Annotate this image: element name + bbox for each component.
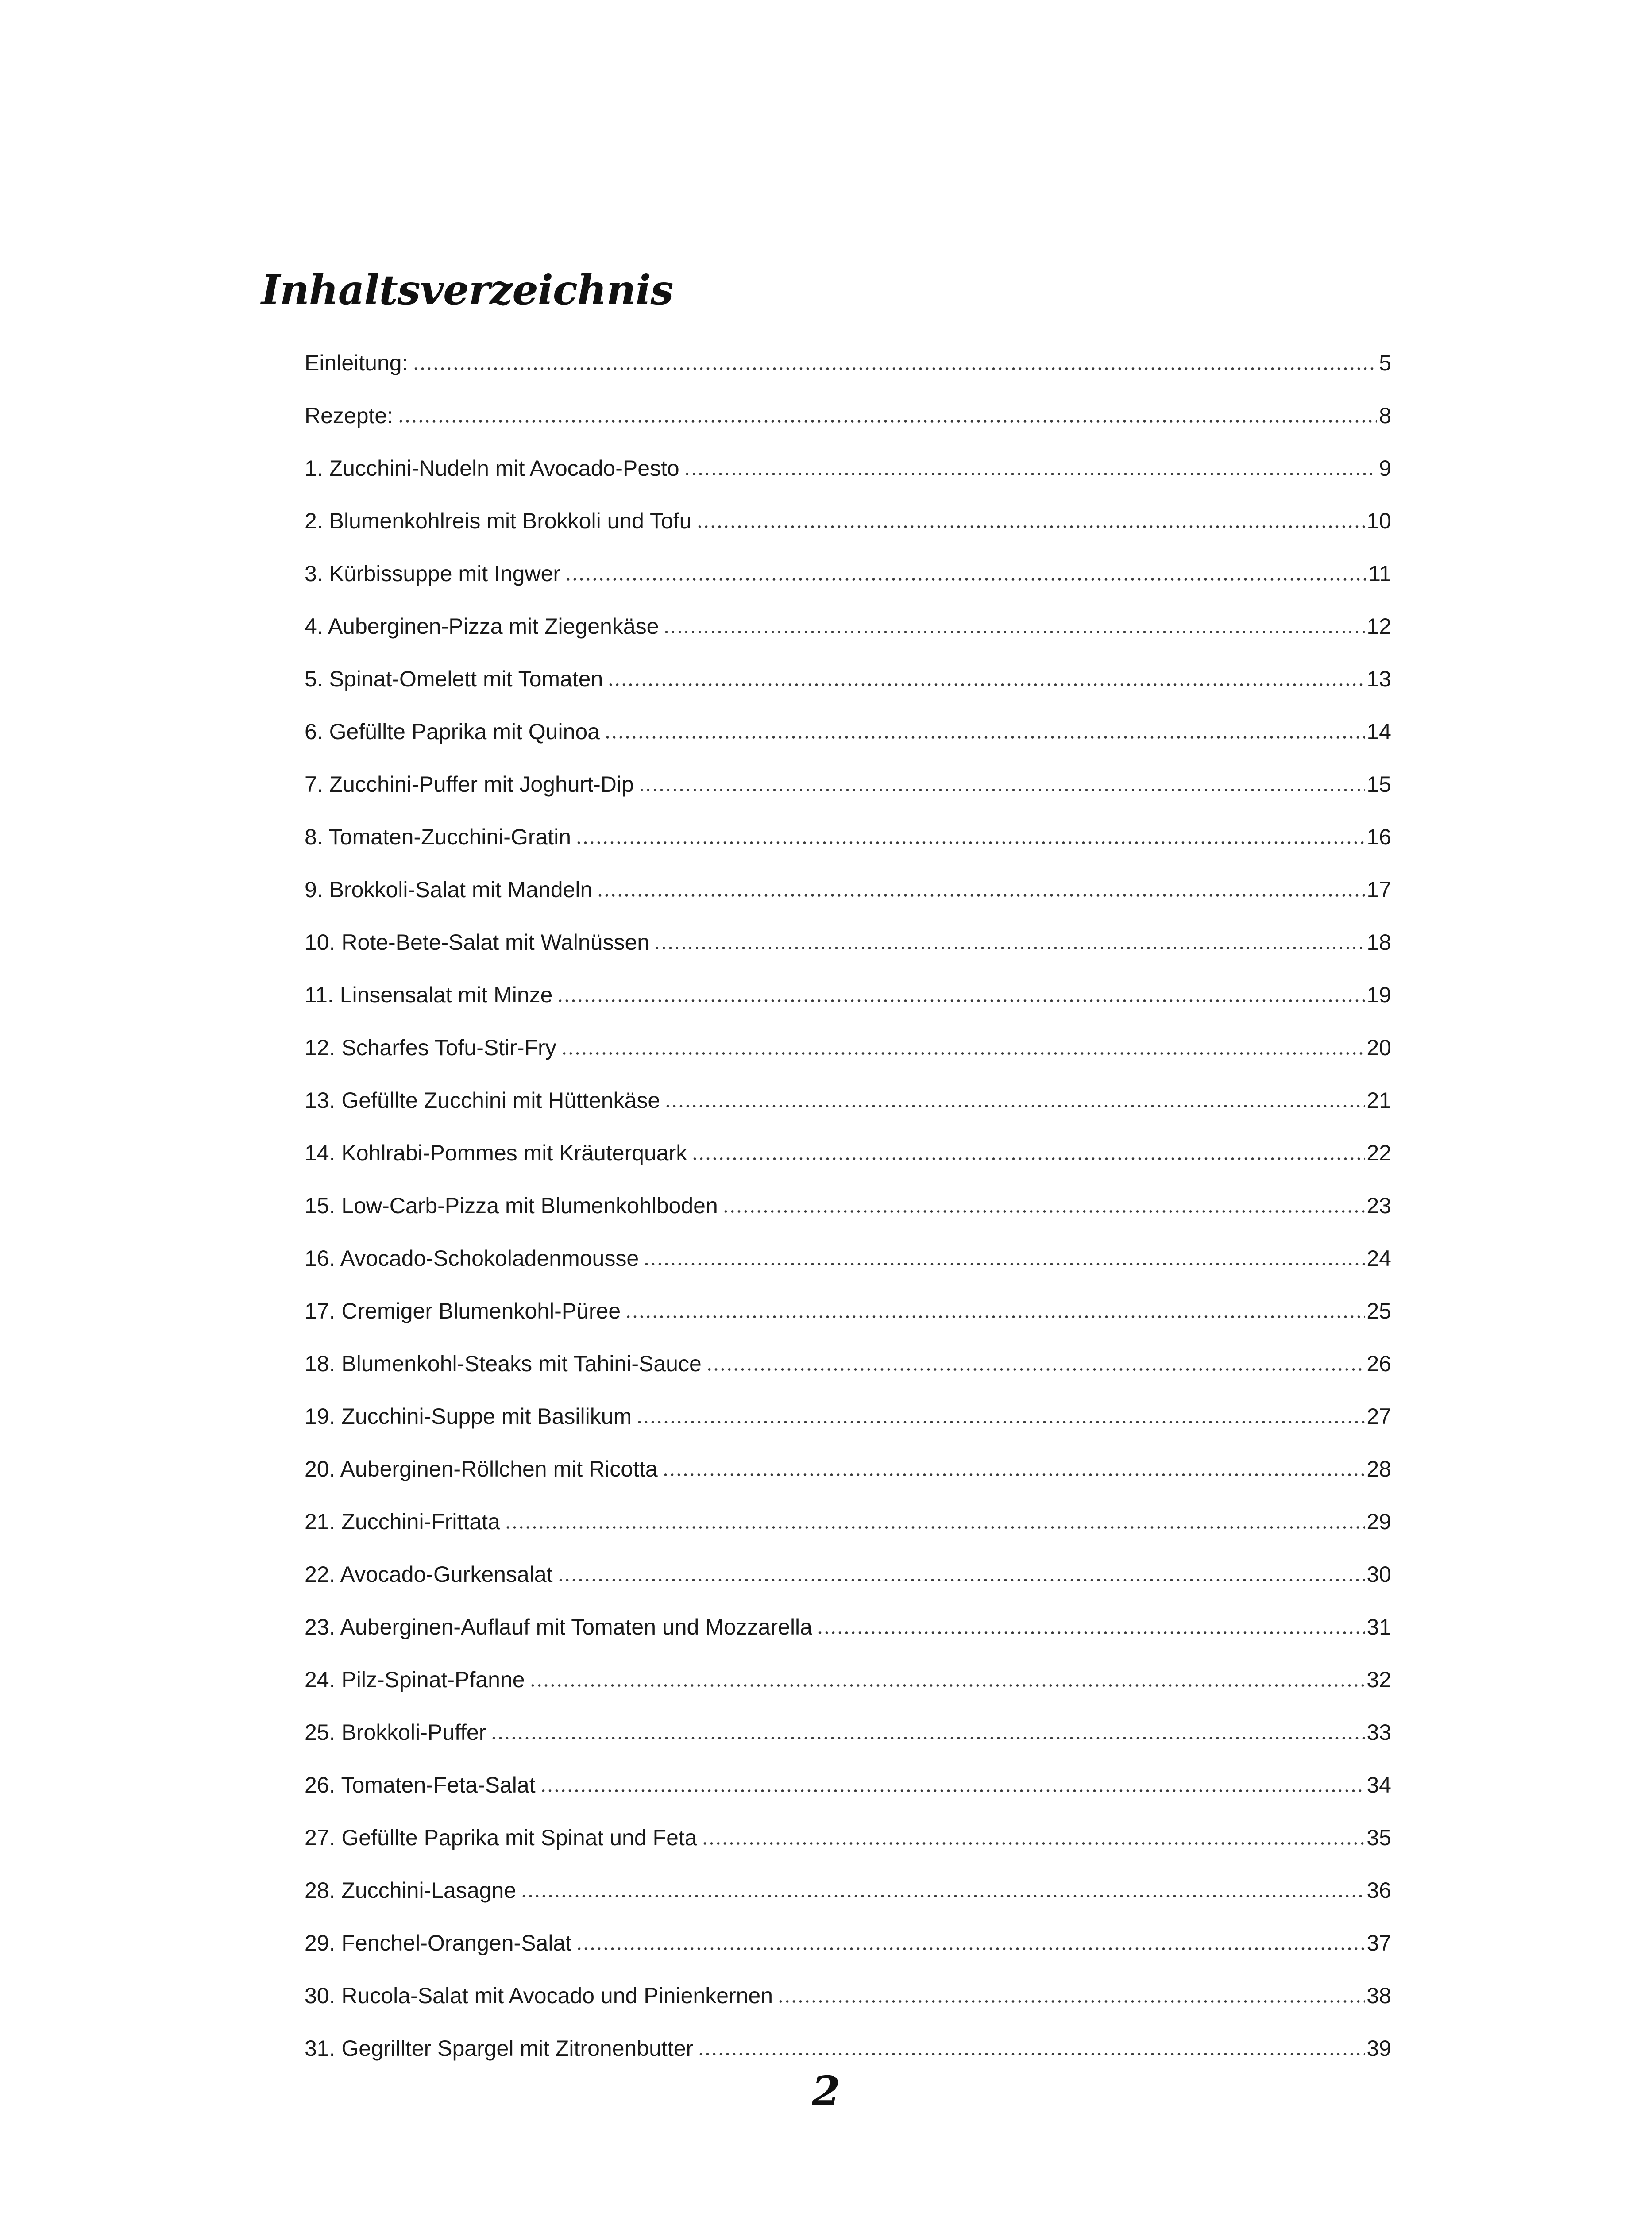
- toc-entry-label: 24. Pilz-Spinat-Pfanne: [305, 1667, 525, 1692]
- toc-entry-label: Rezepte:: [305, 403, 394, 428]
- toc-dot-leader: [557, 1579, 1365, 1581]
- toc-entry-page: 29: [1366, 1509, 1391, 1534]
- toc-entry-label: 5. Spinat-Omelett mit Tomaten: [305, 666, 603, 691]
- toc-entry[interactable]: [305, 1495, 1391, 1548]
- toc-entry-label: 12. Scharfes Tofu-Stir-Fry: [305, 1035, 556, 1060]
- toc-dot-leader: [561, 1052, 1365, 1055]
- toc-dot-leader: [638, 789, 1365, 791]
- toc-dot-leader: [540, 1789, 1365, 1792]
- toc-entry-page: 24: [1366, 1245, 1391, 1271]
- toc-entry-label: 17. Cremiger Blumenkohl-Püree: [305, 1298, 621, 1323]
- toc-entry-page: 26: [1366, 1351, 1391, 1376]
- toc-dot-leader: [604, 736, 1365, 739]
- toc-entry-page: 21: [1366, 1087, 1391, 1113]
- toc-entry-page: 13: [1366, 666, 1391, 691]
- toc-dot-leader: [575, 841, 1365, 844]
- toc-dot-leader: [565, 578, 1366, 581]
- toc-entry-page: 19: [1366, 982, 1391, 1007]
- toc-entry[interactable]: [305, 705, 1391, 758]
- toc-entry[interactable]: [305, 1126, 1391, 1179]
- page-number: 2: [811, 2067, 840, 2115]
- toc-dot-leader: [664, 1105, 1365, 1107]
- toc-entry-label: 10. Rote-Bete-Salat mit Walnüssen: [305, 929, 650, 955]
- toc-entry[interactable]: [305, 810, 1391, 863]
- toc-entry-label: 1. Zucchini-Nudeln mit Avocado-Pesto: [305, 455, 679, 481]
- toc-dot-leader: [490, 1737, 1365, 1739]
- toc-entry-page: 5: [1379, 350, 1391, 375]
- toc-entry[interactable]: [305, 1179, 1391, 1232]
- toc-entry-page: 14: [1366, 719, 1391, 744]
- toc-entry-page: 17: [1366, 877, 1391, 902]
- toc-dot-leader: [505, 1526, 1365, 1529]
- toc-entry-label: 14. Kohlrabi-Pommes mit Kräuterquark: [305, 1140, 687, 1165]
- toc-entry-label: 3. Kürbissuppe mit Ingwer: [305, 561, 561, 586]
- toc-entry-page: 36: [1366, 1878, 1391, 1903]
- toc-dot-leader: [663, 631, 1365, 633]
- toc-entry-label: 27. Gefüllte Paprika mit Spinat und Feta: [305, 1825, 697, 1850]
- toc-entry-label: 2. Blumenkohlreis mit Brokkoli und Tofu: [305, 508, 692, 533]
- toc-entry[interactable]: [305, 1653, 1391, 1706]
- toc-entry-page: 32: [1366, 1667, 1391, 1692]
- toc-entry[interactable]: [305, 389, 1391, 442]
- toc-entry[interactable]: [305, 1758, 1391, 1811]
- toc-entry-label: 28. Zucchini-Lasagne: [305, 1878, 517, 1903]
- toc-entry[interactable]: [305, 600, 1391, 652]
- toc-entry-label: Einleitung:: [305, 350, 408, 375]
- toc-entry[interactable]: [305, 1074, 1391, 1126]
- toc-dot-leader: [654, 947, 1365, 949]
- toc-dot-leader: [684, 473, 1377, 475]
- toc-entry[interactable]: [305, 758, 1391, 810]
- toc-entry[interactable]: [305, 1548, 1391, 1600]
- toc-title: Inhaltsverzeichnis: [261, 266, 673, 314]
- toc-dot-leader: [691, 1157, 1365, 1160]
- toc-entry-page: 39: [1366, 2036, 1391, 2061]
- toc-entry[interactable]: [305, 652, 1391, 705]
- toc-dot-leader: [521, 1895, 1365, 1897]
- toc-entry-label: 7. Zucchini-Puffer mit Joghurt-Dip: [305, 771, 634, 797]
- toc-entry-label: 18. Blumenkohl-Steaks mit Tahini-Sauce: [305, 1351, 702, 1376]
- toc-entry-page: 37: [1366, 1930, 1391, 1955]
- toc-entry[interactable]: [305, 863, 1391, 916]
- toc-entry-label: 29. Fenchel-Orangen-Salat: [305, 1930, 572, 1955]
- toc-entry-page: 23: [1366, 1193, 1391, 1218]
- toc-entry[interactable]: [305, 1337, 1391, 1390]
- toc-entry[interactable]: [305, 1811, 1391, 1864]
- toc-entry-page: 20: [1366, 1035, 1391, 1060]
- toc-entry-label: 30. Rucola-Salat mit Avocado und Pinienkernen: [305, 1983, 773, 2008]
- toc-dot-leader: [698, 2053, 1365, 2055]
- toc-entry-label: 8. Tomaten-Zucchini-Gratin: [305, 824, 571, 849]
- toc-entry-page: 16: [1366, 824, 1391, 849]
- toc-entry[interactable]: [305, 494, 1391, 547]
- toc-dot-leader: [557, 999, 1365, 1002]
- toc-entry[interactable]: [305, 1706, 1391, 1758]
- toc-entry-page: 18: [1366, 929, 1391, 955]
- toc-entry[interactable]: [305, 1969, 1391, 2022]
- toc-dot-leader: [398, 420, 1377, 423]
- toc-entry-page: 38: [1366, 1983, 1391, 2008]
- toc-dot-leader: [576, 1947, 1365, 1950]
- toc-dot-leader: [817, 1631, 1365, 1634]
- toc-dot-leader: [722, 1210, 1365, 1213]
- toc-entry-page: 12: [1366, 613, 1391, 639]
- toc-entry[interactable]: [305, 1232, 1391, 1284]
- toc-entry[interactable]: [305, 547, 1391, 600]
- toc-entry-label: 16. Avocado-Schokoladenmousse: [305, 1245, 639, 1271]
- toc-dot-leader: [636, 1421, 1365, 1423]
- toc-entry[interactable]: [305, 1864, 1391, 1916]
- toc-dot-leader: [777, 2000, 1365, 2003]
- toc-entry-page: 15: [1366, 771, 1391, 797]
- toc-dot-leader: [413, 367, 1378, 370]
- toc-entry-label: 25. Brokkoli-Puffer: [305, 1720, 486, 1745]
- toc-entry[interactable]: [305, 916, 1391, 968]
- toc-entry-page: 30: [1366, 1561, 1391, 1587]
- toc-entry[interactable]: [305, 1442, 1391, 1495]
- toc-list: [305, 336, 1391, 2074]
- toc-entry-page: 11: [1368, 561, 1391, 586]
- toc-entry-page: 35: [1366, 1825, 1391, 1850]
- toc-dot-leader: [662, 1473, 1365, 1476]
- toc-entry-page: 25: [1366, 1298, 1391, 1323]
- toc-dot-leader: [607, 683, 1365, 686]
- toc-entry[interactable]: [305, 336, 1391, 389]
- toc-entry-label: 9. Brokkoli-Salat mit Mandeln: [305, 877, 593, 902]
- toc-entry-label: 19. Zucchini-Suppe mit Basilikum: [305, 1403, 632, 1429]
- toc-entry-label: 21. Zucchini-Frittata: [305, 1509, 500, 1534]
- toc-entry[interactable]: [305, 442, 1391, 494]
- toc-dot-leader: [696, 525, 1365, 528]
- toc-entry-label: 26. Tomaten-Feta-Salat: [305, 1772, 536, 1797]
- toc-dot-leader: [625, 1315, 1365, 1318]
- toc-entry-label: 13. Gefüllte Zucchini mit Hüttenkäse: [305, 1087, 660, 1113]
- toc-entry-label: 31. Gegrillter Spargel mit Zitronenbutter: [305, 2036, 694, 2061]
- toc-entry-page: 22: [1366, 1140, 1391, 1165]
- toc-entry-label: 4. Auberginen-Pizza mit Ziegenkäse: [305, 613, 659, 639]
- toc-entry[interactable]: [305, 968, 1391, 1021]
- toc-dot-leader: [702, 1842, 1365, 1845]
- toc-entry-page: 9: [1379, 455, 1391, 481]
- toc-entry[interactable]: [305, 1021, 1391, 1074]
- toc-entry-page: 28: [1366, 1456, 1391, 1481]
- toc-dot-leader: [643, 1263, 1365, 1265]
- toc-entry[interactable]: [305, 1390, 1391, 1442]
- toc-entry[interactable]: [305, 1284, 1391, 1337]
- toc-entry-page: 34: [1366, 1772, 1391, 1797]
- toc-entry[interactable]: [305, 1600, 1391, 1653]
- toc-dot-leader: [706, 1368, 1365, 1371]
- toc-dot-leader: [529, 1684, 1365, 1687]
- toc-entry-label: 15. Low-Carb-Pizza mit Blumenkohlboden: [305, 1193, 718, 1218]
- toc-entry-label: 6. Gefüllte Paprika mit Quinoa: [305, 719, 600, 744]
- toc-entry-label: 20. Auberginen-Röllchen mit Ricotta: [305, 1456, 658, 1481]
- toc-entry-page: 33: [1366, 1720, 1391, 1745]
- toc-entry-page: 8: [1379, 403, 1391, 428]
- toc-entry-label: 22. Avocado-Gurkensalat: [305, 1561, 553, 1587]
- toc-entry-page: 10: [1366, 508, 1391, 533]
- toc-entry-label: 11. Linsensalat mit Minze: [305, 982, 553, 1007]
- toc-dot-leader: [597, 894, 1365, 897]
- toc-entry-page: 27: [1366, 1403, 1391, 1429]
- toc-entry-label: 23. Auberginen-Auflauf mit Tomaten und Mozzarella: [305, 1614, 812, 1639]
- toc-entry-page: 31: [1366, 1614, 1391, 1639]
- toc-entry[interactable]: [305, 1916, 1391, 1969]
